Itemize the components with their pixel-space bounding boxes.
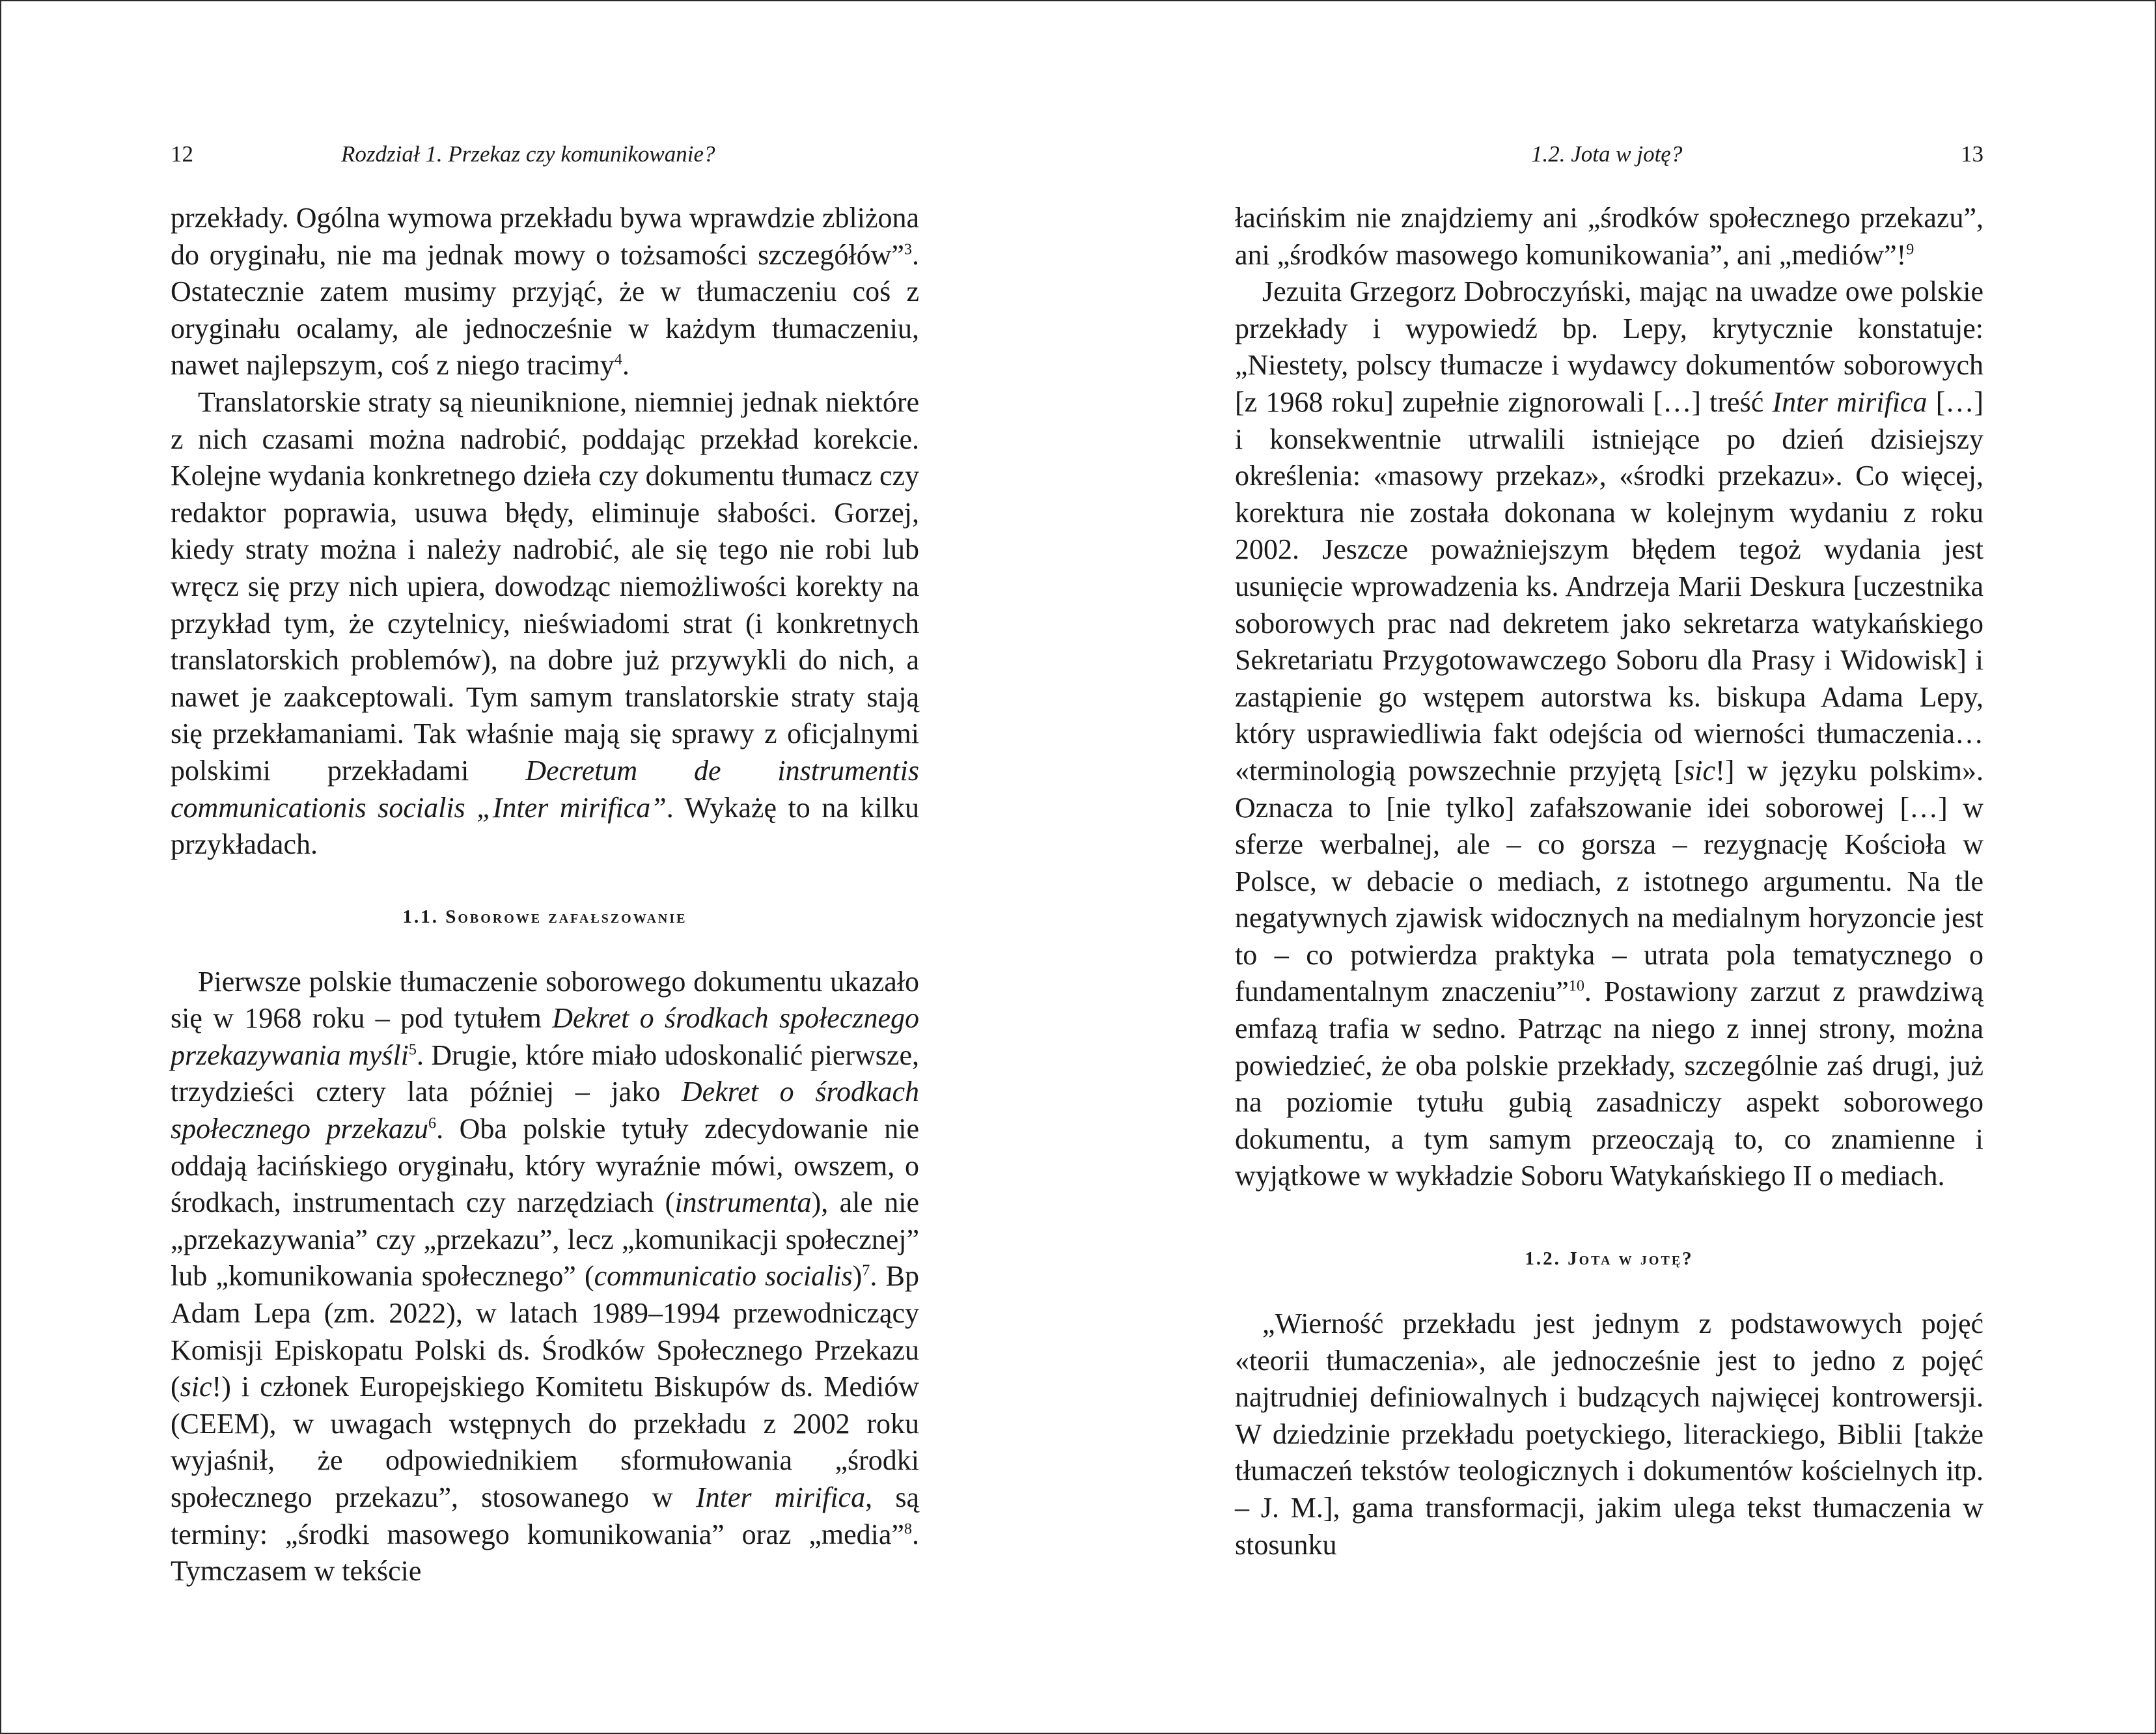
footnote-ref: 8	[904, 1519, 912, 1537]
left-page-body	[171, 200, 919, 1590]
footnote-ref: 6	[428, 1114, 437, 1132]
left-page	[171, 1, 919, 1733]
paragraph: „Wierność przekładu jest jednym z podstawowych pojęć «teorii tłumaczenia», ale jednocześnie jest to jedno z pojęć najtrudniej definiowalnych i budzących najwięcej kontrowersji. W dziedzinie przekładu poetyckiego, literackiego, Biblii [także tłumaczeń tekstów teologicznych i dokumentów kościelnych itp. – J. M.], gama transformacji, jakim ulega tekst tłumaczenia w stosunku	[1235, 1307, 1983, 1561]
running-head: Rozdział 1. Przekaz czy komunikowanie?	[341, 141, 715, 167]
footnote-ref: 10	[1568, 977, 1584, 995]
page-number: 13	[1961, 141, 1983, 167]
right-page	[1235, 1, 1983, 1733]
right-page-body	[1235, 200, 1983, 1563]
footnote-ref: 4	[614, 350, 622, 369]
footnote-ref: 7	[862, 1261, 870, 1280]
running-head: 1.2. Jota w jotę?	[1531, 141, 1683, 167]
page-number: 12	[171, 141, 193, 167]
footnote-ref: 5	[408, 1041, 417, 1059]
section-heading: 1.1. Soborowe zafałszowanie	[402, 906, 687, 927]
footnote-ref: 3	[904, 240, 912, 258]
section-heading: 1.2. Jota w jotę?	[1525, 1248, 1694, 1270]
paragraph: łacińskim nie znajdziemy ani „środków społecznego przekazu”, ani „środków masowego komunikowania”, ani „mediów”!$^9$	[1235, 202, 1983, 271]
paragraph: Translatorskie straty są nieuniknione, niemniej jednak niektóre z nich czasami można nadrobić, poddając przekład korekcie. Kolejne wydania konkretnego dzieła czy dokumentu tłumacz czy redaktor poprawia, usuwa błędy, eliminuje słabości. Gorzej, kiedy straty można i należy nadrobić, ale się tego nie robi lub wręcz się przy nich upiera, dowodząc niemożliwości korekty na przykład tym, że czytelnicy, nieświadomi strat (i konkretnych translatorskich problemów), na dobre już przywykli do nich, a nawet je zaakceptowali. Tym samym translatorskie straty stają się przekłamaniami. Tak właśnie mają się sprawy z oficjalnymi polskimi przekładami Decretum de instrumentis communicationis socialis „Inter mirifica”. Wykażę to na kilku przykładach.	[171, 385, 919, 861]
left-page-header	[171, 135, 919, 174]
right-page-header	[1235, 135, 1983, 174]
paragraph: Jezuita Grzegorz Dobroczyński, mając na uwadze owe polskie przekłady i wypowiedź bp. Lepy, krytycznie konstatuje: „Niestety, polscy tłumacze i wydawcy dokumentów soborowych [z 1968 roku] zupełnie zignorowali […] treść Inter mirifica […] i konsekwentnie utrwalili istniejące po dzień dzisiejszy określenia: «masowy przekaz», «środki przekazu». Co więcej, korektura nie została dokonana w kolejnym wydaniu z roku 2002. Jeszcze poważniejszym błędem tegoż wydania jest usunięcie wprowadzenia ks. Andrzeja Marii Deskura [uczestnika soborowych prac nad dekretem jako sekretarza watykańskiego Sekretariatu Przygotowawczego Soboru dla Prasy i Widowisk] i zastąpienie go wstępem autorstwa ks. biskupa Adama Lepy, który usprawiedliwia fakt odejścia od wierności tłumaczenia… «terminologią powszechnie przyjętą [sic!] w języku polskim». Oznacza to [nie tylko] zafałszowanie idei soborowej […] w sferze werbalnej, ale – co gorsza – rezygnację Kościoła w Polsce, w debacie o mediach, z istotnego argumentu. Na tle negatywnych zjawisk widocznych na medialnym horyzoncie jest to – co potwierdza praktyka – utrata pola tematycznego o fundamentalnym znaczeniu”$^{10}$. Postawiony zarzut z prawdziwą emfazą trafia w sedno. Patrząc na niego z innej strony, można powiedzieć, że oba polskie przekłady, szczególnie zaś drugi, już na poziomie tytułu gubią zasadniczy aspekt soborowego dokumentu, a tym samym przeoczają to, co znamienne i wyjątkowe w wykładzie Soboru Watykańskiego II o mediach.	[1235, 275, 1984, 1192]
footnote-ref: 9	[1906, 240, 1914, 258]
paragraph: przekłady. Ogólna wymowa przekładu bywa wprawdzie zbliżona do oryginału, nie ma jednak mowy o tożsamości szczegółów”$^3$. Ostatecznie zatem musimy przyjąć, że w tłumaczeniu coś z oryginału ocalamy, ale jednocześnie w każdym tłumaczeniu, nawet najlepszym, coś z niego tracimy$^4$.	[171, 202, 919, 382]
paragraph: Pierwsze polskie tłumaczenie soborowego dokumentu ukazało się w 1968 roku – pod tytułem Dekret o środkach społecznego przekazywania myśli$^5$. Drugie, które miało udoskonalić pierwsze, trzydzieści cztery lata później – jako Dekret o środkach społecznego przekazu$^6$. Oba polskie tytuły zdecydowanie nie oddają łacińskiego oryginału, który wyraźnie mówi, owszem, o środkach, instrumentach czy narzędziach (instrumenta), ale nie „przekazywania” czy „przekazu”, lecz „komunikacji społecznej” lub „komunikowania społecznego” (communicatio socialis)$^7$. Bp Adam Lepa (zm. 2022), w latach 1989–1994 przewodniczący Komisji Episkopatu Polski ds. Środków Społecznego Przekazu (sic!) i członek Europejskiego Komitetu Biskupów ds. Mediów (CEEM), w uwagach wstępnych do przekładu z 2002 roku wyjaśnił, że odpowiednikiem sformułowania „środki społecznego przekazu”, stosowanego w Inter mirifica, są terminy: „środki masowego komunikowania” oraz „media”$^8$. Tymczasem w tekście	[171, 965, 920, 1587]
